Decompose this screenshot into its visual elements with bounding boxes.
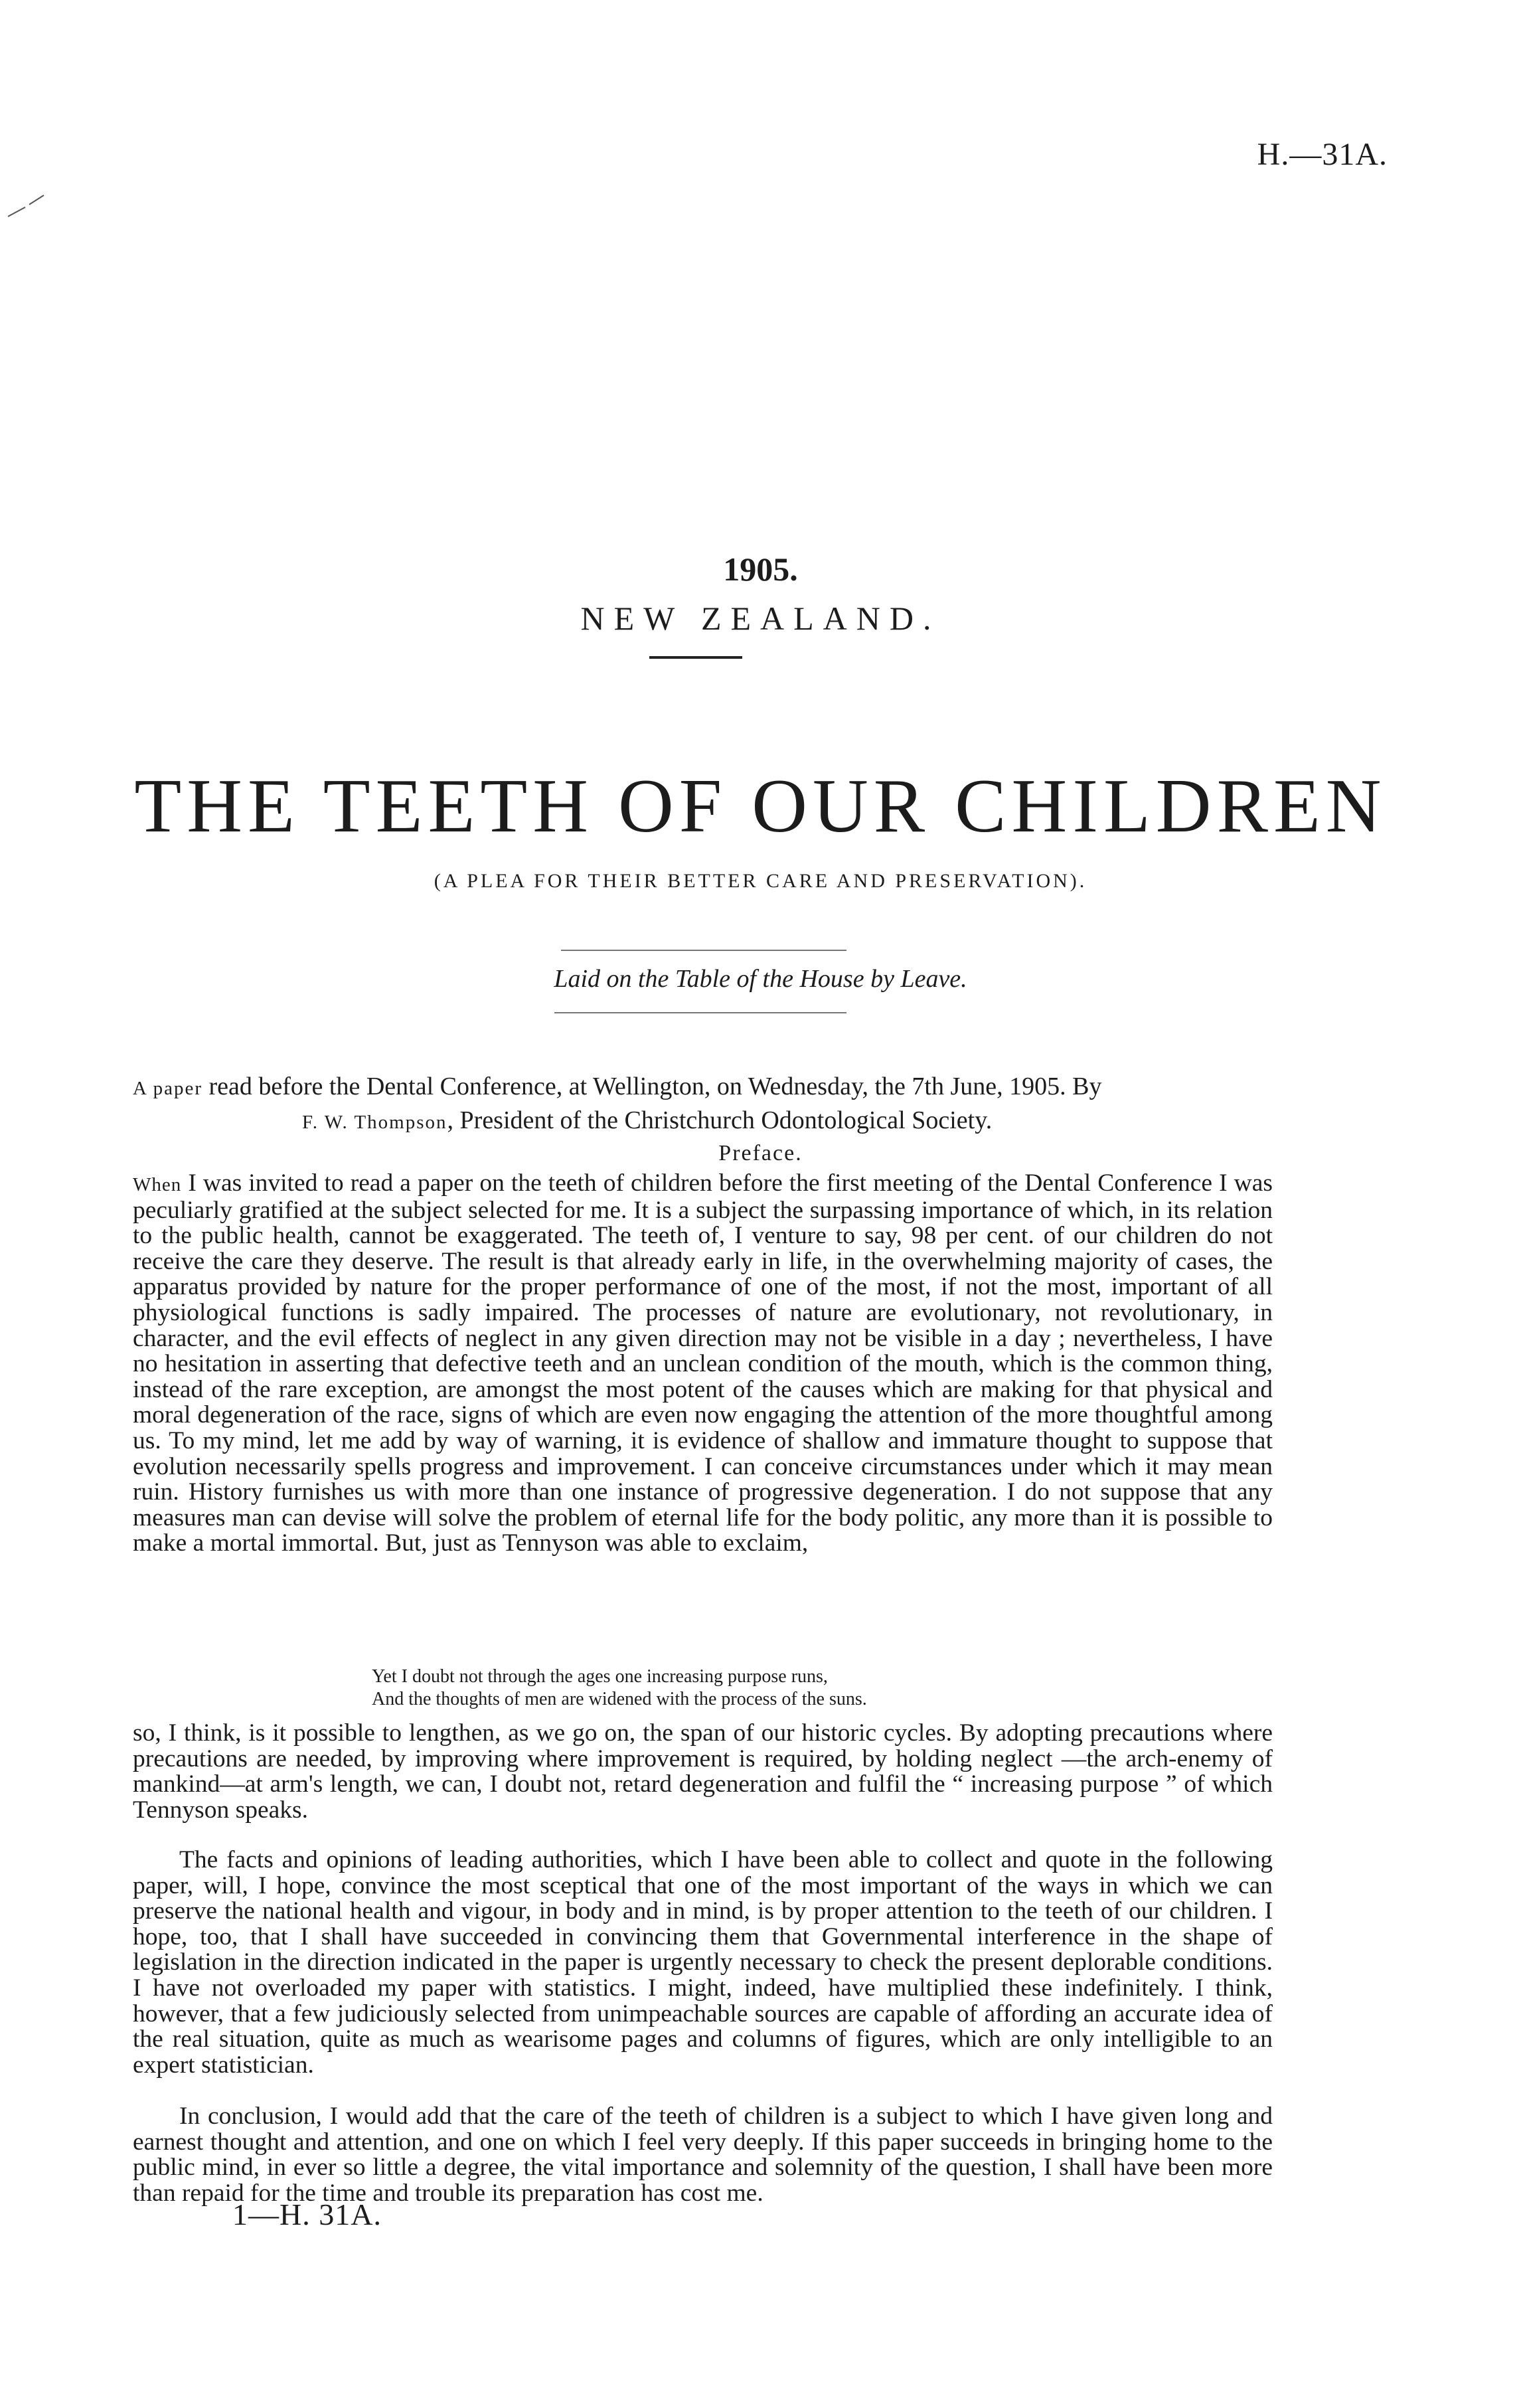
preface-paragraph-3: The facts and opinions of leading authorities, which I have been able to collect and quote in the following paper, will, I hope, convince the most sceptical that one of the most important of the ways in which we can preserve the national health and vigour, in body and in mind, is by proper attention to the teeth of our children. I hope, too, that I shall have succeeded in convincing them that Governmental interference in the shape of legislation in the direction indicated in the paper is urgently necessary to check the present deplorable conditions. I have not overloaded my paper with statistics. I might, indeed, have multiplied these indefinitely. I think, however, that a few judiciously selected from unimpeachable sources are capable of affording an accurate idea of the real situation, quite as much as wearisome pages and columns of figures, which are only intelligible to an expert statistician. (133, 1846, 1273, 2079)
quote-line-2: And the thoughts of men are widened with the process of the suns. (372, 1689, 867, 1709)
divider-rule-bottom (554, 1012, 846, 1013)
divider-rule-top (561, 950, 846, 951)
preface-heading: Preface. (718, 1141, 803, 1165)
document-reference: H.—31A. (1257, 137, 1388, 172)
year-heading: 1905. (723, 551, 798, 588)
preface-paragraph-2: so, I think, is it possible to lengthen, as we go on, the span of our historic cycles. By adopting precautions where precautions are needed, by improving where improvement is required, by holding neglect —the arch-enemy of mankind—at arm's length, we can, I doubt not, retard degeneration and fulfil the “ increasing purpose ” of which Tennyson speaks. (133, 1719, 1273, 1824)
intro-line-1-text: read before the Dental Conference, at Wellington, on Wednesday, the 7th June, 1905. By (202, 1073, 1102, 1100)
main-title: THE TEETH OF OUR CHILDREN (134, 764, 1387, 849)
intro-line-2 (133, 1104, 1328, 1138)
paper-introduction (133, 1071, 1328, 1138)
quote-line-1: Yet I doubt not through the ages one increasing purpose runs, (372, 1666, 828, 1687)
paragraph-lead-word: When (133, 1174, 182, 1195)
subtitle: (A PLEA FOR THEIR BETTER CARE AND PRESERVATION). (434, 870, 1087, 892)
author-name: F. W. Thompson (302, 1112, 447, 1133)
heading-rule (649, 656, 742, 659)
intro-line-1 (133, 1071, 1328, 1104)
preface-paragraph-4: In conclusion, I would add that the care of the teeth of children is a subject to which I have given long and earnest thought and attention, and one on which I feel very deeply. If this paper succeeds in bringing home to the public mind, in ever so little a degree, the vital importance and solemnity of the question, I shall have been more than repaid for the time and trouble its preparation has cost me. (133, 2103, 1273, 2207)
country-heading: NEW ZEALAND. (580, 600, 941, 637)
stray-pencil-mark (7, 193, 46, 219)
intro-lead: A paper (133, 1078, 202, 1099)
footer-reference: 1—H. 31A. (232, 2197, 382, 2231)
intro-line-2-text: , President of the Christchurch Odontological Society. (447, 1106, 993, 1134)
paragraph-1-text: I was invited to read a paper on the teeth of children before the first meeting of the Dental Conference I was peculiarly gratified at the subject selected for me. It is a subject the surpassing importance of which, in its relation to the public health, cannot be exaggerated. The teeth of, I venture to say, 98 per cent. of our children do not receive the care they deserve. The result is that already early in life, in the overwhelming majority of cases, the apparatus provided by nature for the proper performance of one of the most, if not the most, important of all physiological functions is sadly impaired. The processes of nature are evolutionary, not revolutionary, in character, and the evil effects of neglect in any given direction may not be visible in a day ; nevertheless, I have no hesitation in asserting that defective teeth and an unclean condition of the mouth, which is the common thing, instead of the rare exception, are amongst the most potent of the causes which are making for that physical and moral degeneration of the race, signs of which are even now engaging the attention of the more thoughtful among us. To my mind, let me add by way of warning, it is evidence of shallow and immature thought to suppose that evolution necessarily spells progress and improvement. I can conceive circumstances under which it may mean ruin. History furnishes us with more than one instance of progressive degeneration. I do not suppose that any measures man can devise will solve the problem of eternal life for the body politic, any more than it is possible to make a mortal immortal. But, just as Tennyson was able to exclaim, (133, 1169, 1273, 1557)
laid-on-table-note: Laid on the Table of the House by Leave. (554, 965, 967, 993)
tennyson-quotation (372, 1666, 1168, 1711)
preface-paragraph-1 (133, 1171, 1273, 1557)
